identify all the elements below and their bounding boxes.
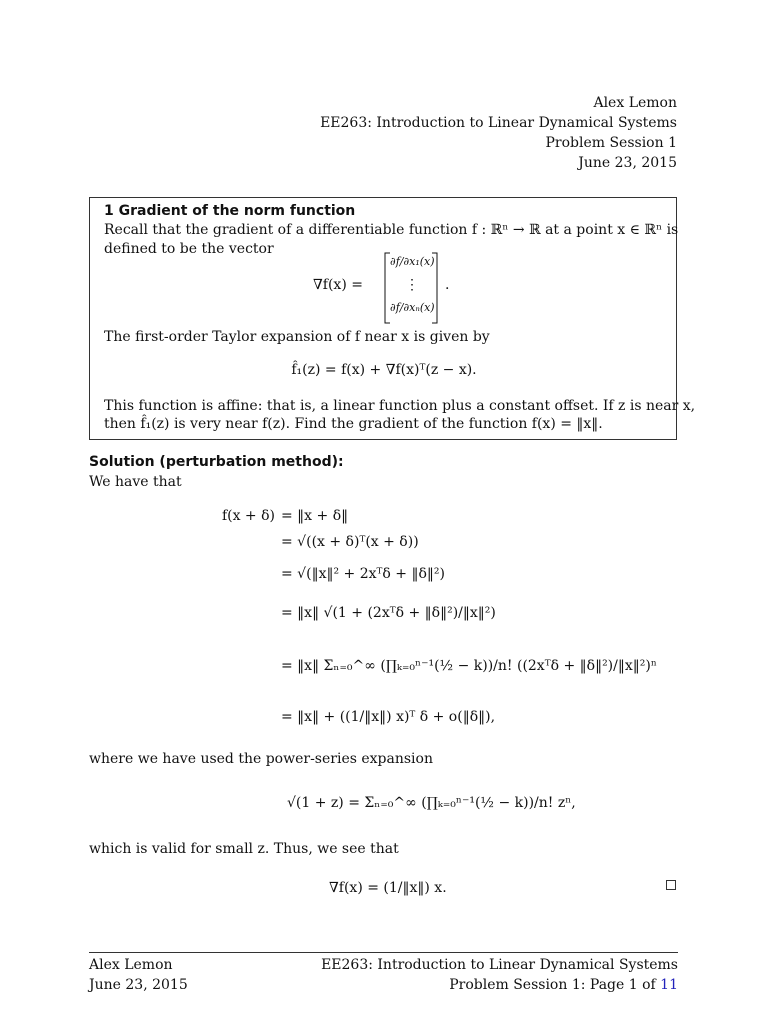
taylor-intro: The first-order Taylor expansion of f near x is given by	[104, 329, 490, 345]
footer-date: June 23, 2015	[89, 977, 188, 993]
derivation-rhs-4: = ‖x‖ Σₙ₌₀^∞ (∏ₖ₌₀ⁿ⁻¹(½ − k))/n! ((2xᵀδ + ‖δ‖²)/‖x‖²)ⁿ	[281, 658, 657, 674]
header-author: Alex Lemon	[593, 95, 677, 111]
power-series-equation: √(1 + z) = Σₙ₌₀^∞ (∏ₖ₌₀ⁿ⁻¹(½ − k))/n! zⁿ,	[287, 795, 576, 811]
gradient-def-tail: .	[445, 277, 450, 293]
gradient-def-lhs: ∇f(x) =	[313, 277, 363, 293]
footer-course: EE263: Introduction to Linear Dynamical Systems	[321, 957, 678, 973]
footer-page-prefix: Problem Session 1: Page 1 of	[449, 977, 656, 993]
taylor-equation: f̂₁(z) = f(x) + ∇f(x)ᵀ(z − x).	[291, 362, 477, 378]
derivation-rhs-0: = ‖x + δ‖	[281, 508, 349, 524]
result-equation: ∇f(x) = (1/‖x‖) x.	[329, 880, 447, 896]
derivation-rhs-3: = ‖x‖ √(1 + (2xᵀδ + ‖δ‖²)/‖x‖²)	[281, 605, 496, 621]
footer-right	[258, 955, 678, 995]
gradient-entry-dots: ⋮	[405, 277, 419, 293]
power-series-intro: where we have used the power-series expansion	[89, 751, 433, 767]
problem-intro-line1: Recall that the gradient of a differentiable function f : ℝⁿ → ℝ at a point x ∈ ℝⁿ is	[104, 222, 679, 238]
derivation-rhs-5: = ‖x‖ + ((1/‖x‖) x)ᵀ δ + o(‖δ‖),	[281, 709, 496, 725]
problem-title: 1 Gradient of the norm function	[104, 203, 356, 219]
header-block	[257, 93, 677, 173]
header-course: EE263: Introduction to Linear Dynamical Systems	[320, 115, 677, 131]
affine-line1: This function is affine: that is, a linear function plus a constant offset. If z is near x,	[104, 398, 696, 414]
affine-line2: then f̂₁(z) is very near f(z). Find the gradient of the function f(x) = ‖x‖.	[104, 416, 603, 432]
footer-author: Alex Lemon	[89, 957, 173, 973]
problem-intro-line2: defined to be the vector	[104, 241, 274, 257]
valid-text: which is valid for small z. Thus, we see that	[89, 841, 399, 857]
footer-page	[258, 975, 678, 995]
footer-left	[89, 955, 188, 995]
derivation-lhs-0: f(x + δ)	[221, 508, 275, 524]
footer-rule	[89, 952, 678, 953]
gradient-entry-bottom: ∂f/∂xₙ(x)	[390, 301, 435, 314]
header-date: June 23, 2015	[578, 155, 677, 171]
header-session: Problem Session 1	[545, 135, 677, 151]
solution-heading: Solution (perturbation method):	[89, 454, 344, 470]
footer-total-pages-link[interactable]: 11	[660, 977, 678, 993]
gradient-entry-top: ∂f/∂x₁(x)	[390, 255, 435, 268]
derivation-rhs-1: = √((x + δ)ᵀ(x + δ))	[281, 534, 419, 550]
solution-we-have: We have that	[89, 474, 182, 490]
derivation-rhs-2: = √(‖x‖² + 2xᵀδ + ‖δ‖²)	[281, 566, 445, 582]
qed-square-icon	[666, 880, 676, 890]
